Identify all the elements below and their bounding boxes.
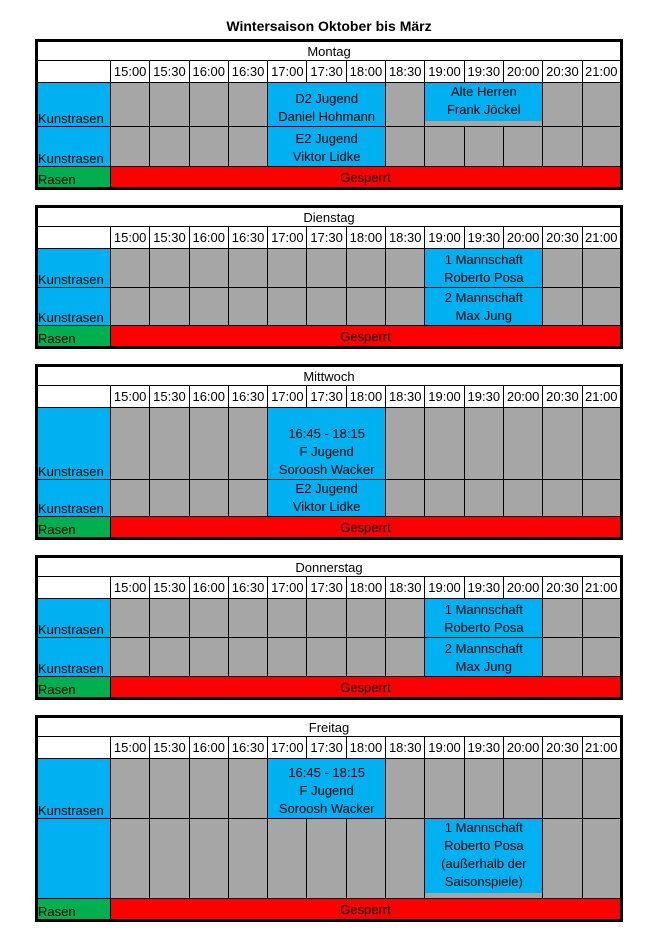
free-slot-cell [150,288,189,326]
free-slot-cell [346,638,385,677]
event-line: Soroosh Wacker [278,801,375,816]
free-slot-cell [425,480,464,517]
free-slot-cell [543,759,582,819]
time-header-cell: 17:30 [307,577,346,599]
free-slot-cell [386,759,425,819]
free-slot-cell [111,288,150,326]
free-slot-cell [582,599,621,638]
pitch-label-cell: Kunstrasen [37,288,111,326]
closed-cell: Gesperrt [111,326,622,348]
schedule-table-montag [35,39,623,190]
free-slot-cell [503,408,542,480]
free-slot-cell [189,759,228,819]
free-slot-cell [307,819,346,899]
time-header-cell: 19:00 [425,577,464,599]
time-header-cell: 20:30 [543,61,582,83]
time-header-cell: 15:00 [111,61,150,83]
free-slot-cell [189,638,228,677]
free-slot-cell [386,408,425,480]
event-line: E2 Jugend [295,481,358,496]
free-slot-cell [543,480,582,517]
free-slot-cell [228,599,267,638]
free-slot-cell [386,127,425,167]
time-header-cell: 19:30 [464,577,503,599]
free-slot-cell [425,759,464,819]
free-slot-cell [228,480,267,517]
pitch-row [37,83,622,127]
free-slot-cell [189,288,228,326]
time-header-cell: 17:00 [268,227,307,249]
free-slot-cell [111,127,150,167]
free-slot-cell [386,249,425,288]
event-line: Roberto Posa [444,838,524,853]
free-slot-cell [425,408,464,480]
event-line: Alte Herren [450,84,517,99]
event-line: 16:45 - 18:15 [288,426,365,441]
schedule-table-dienstag [35,205,623,349]
time-header-cell: 15:30 [150,737,189,759]
free-slot-cell [228,83,267,127]
free-slot-cell [543,127,582,167]
closed-row [37,167,622,189]
time-header-cell: 20:30 [543,227,582,249]
free-slot-cell [228,249,267,288]
time-header-cell: 20:30 [543,577,582,599]
time-header-cell: 20:00 [503,227,542,249]
pitch-row [37,288,622,326]
free-slot-cell [464,408,503,480]
day-header-row [37,207,622,227]
free-slot-cell [228,638,267,677]
closed-cell: Gesperrt [111,517,622,539]
closed-row [37,326,622,348]
free-slot-cell [150,83,189,127]
free-slot-cell [386,638,425,677]
day-header-row [37,41,622,61]
event-line: Max Jung [455,659,512,674]
time-header-cell: 20:00 [503,577,542,599]
day-header: Montag [37,41,622,61]
time-header-cell: 19:00 [425,61,464,83]
pitch-label-cell: Kunstrasen [37,480,111,517]
time-header-cell: 19:30 [464,61,503,83]
free-slot-cell [150,127,189,167]
event-line: F Jugend [299,444,354,459]
event-line: Roberto Posa [444,270,524,285]
event-cell [268,127,386,167]
time-header-cell: 17:30 [307,61,346,83]
event-line: Roberto Posa [444,620,524,635]
event-cell [425,288,543,326]
free-slot-cell [543,288,582,326]
free-slot-cell [189,83,228,127]
free-slot-cell [543,599,582,638]
time-header-cell: 17:00 [268,61,307,83]
day-header: Mittwoch [37,366,622,386]
time-header-row [37,61,622,83]
event-cell [268,83,386,127]
event-line: Viktor Lidke [292,499,361,514]
corner-cell [37,61,111,83]
event-line: 2 Mannschaft [444,290,523,305]
time-header-cell: 16:30 [228,577,267,599]
time-header-cell: 20:00 [503,737,542,759]
time-header-cell: 16:00 [189,577,228,599]
free-slot-cell [150,249,189,288]
free-slot-cell [386,819,425,899]
free-slot-cell [228,127,267,167]
event-cell [425,249,543,288]
free-slot-cell [189,408,228,480]
time-header-cell: 18:00 [346,61,385,83]
time-header-cell: 15:00 [111,577,150,599]
time-header-cell: 18:30 [386,577,425,599]
free-slot-cell [543,819,582,899]
event-line: Daniel Hohmann [278,109,376,124]
time-header-cell: 18:00 [346,227,385,249]
time-header-cell: 18:30 [386,737,425,759]
time-header-cell: 17:00 [268,737,307,759]
event-cell [425,599,543,638]
time-header-cell: 16:30 [228,227,267,249]
time-header-row [37,386,622,408]
closed-cell: Gesperrt [111,899,622,921]
event-line: Max Jung [455,308,512,323]
pitch-row [37,759,622,819]
free-slot-cell [543,83,582,127]
time-header-cell: 15:00 [111,737,150,759]
free-slot-cell [268,819,307,899]
free-slot-cell [543,408,582,480]
event-line: Soroosh Wacker [278,462,375,477]
free-slot-cell [386,480,425,517]
time-header-cell: 21:00 [582,227,621,249]
free-slot-cell [386,599,425,638]
time-header-cell: 15:30 [150,577,189,599]
free-slot-cell [582,127,621,167]
free-slot-cell [189,599,228,638]
event-cell [268,480,386,517]
time-header-cell: 19:30 [464,386,503,408]
time-header-cell: 17:30 [307,386,346,408]
time-header-cell: 19:00 [425,227,464,249]
free-slot-cell [464,480,503,517]
free-slot-cell [189,249,228,288]
event-cell [425,638,543,677]
time-header-cell: 19:00 [425,737,464,759]
free-slot-cell [111,408,150,480]
time-header-cell: 18:00 [346,737,385,759]
time-header-row [37,577,622,599]
time-header-cell: 19:00 [425,386,464,408]
time-header-cell: 21:00 [582,737,621,759]
time-header-cell: 17:00 [268,577,307,599]
event-line: Viktor Lidke [292,149,361,164]
free-slot-cell [425,127,464,167]
time-header-cell: 20:30 [543,737,582,759]
free-slot-cell [111,599,150,638]
time-header-cell: 16:00 [189,227,228,249]
schedule-table-freitag [35,715,623,922]
pitch-row [37,819,622,899]
pitch-label-cell: Kunstrasen [37,638,111,677]
closed-cell: Gesperrt [111,167,622,189]
free-slot-cell [503,480,542,517]
free-slot-cell [386,83,425,127]
free-slot-cell [543,249,582,288]
free-slot-cell [582,288,621,326]
free-slot-cell [268,599,307,638]
free-slot-cell [268,638,307,677]
pitch-row [37,249,622,288]
free-slot-cell [307,288,346,326]
event-line: Saisonspiele) [444,874,523,889]
pitch-label-cell: Kunstrasen [37,127,111,167]
event-cell [268,408,386,480]
free-slot-cell [346,249,385,288]
time-header-cell: 20:30 [543,386,582,408]
time-header-cell: 15:00 [111,227,150,249]
time-header-cell: 17:30 [307,227,346,249]
event-line: 1 Mannschaft [444,820,523,835]
time-header-cell: 20:00 [503,61,542,83]
time-header-cell: 21:00 [582,386,621,408]
time-header-cell: 18:00 [346,386,385,408]
free-slot-cell [150,599,189,638]
free-slot-cell [189,819,228,899]
closed-row [37,517,622,539]
free-slot-cell [346,819,385,899]
time-header-cell: 16:00 [189,737,228,759]
schedule-root [35,39,623,922]
time-header-cell: 15:00 [111,386,150,408]
free-slot-cell [582,480,621,517]
schedule-table-mittwoch [35,364,623,540]
free-slot-cell [582,759,621,819]
pitch-label-cell [37,819,111,899]
event-line: 1 Mannschaft [444,252,523,267]
free-slot-cell [503,127,542,167]
closed-row [37,899,622,921]
time-header-cell: 16:00 [189,386,228,408]
free-slot-cell [189,127,228,167]
free-slot-cell [346,288,385,326]
time-header-cell: 16:30 [228,61,267,83]
grass-label-cell: Rasen [37,167,111,189]
free-slot-cell [228,759,267,819]
day-header: Dienstag [37,207,622,227]
free-slot-cell [228,819,267,899]
time-header-cell: 16:00 [189,61,228,83]
time-header-cell: 18:30 [386,386,425,408]
event-line: F Jugend [299,783,354,798]
time-header-cell: 18:30 [386,227,425,249]
event-line: Frank Jöckel [446,102,521,117]
free-slot-cell [228,288,267,326]
free-slot-cell [346,599,385,638]
free-slot-cell [150,480,189,517]
pitch-row [37,127,622,167]
time-header-cell: 15:30 [150,227,189,249]
free-slot-cell [228,408,267,480]
time-header-cell: 19:30 [464,227,503,249]
free-slot-cell [189,480,228,517]
free-slot-cell [111,638,150,677]
pitch-label-cell: Kunstrasen [37,249,111,288]
corner-cell [37,386,111,408]
grass-label-cell: Rasen [37,517,111,539]
free-slot-cell [111,83,150,127]
free-slot-cell [582,83,621,127]
free-slot-cell [464,759,503,819]
free-slot-cell [543,638,582,677]
closed-row [37,677,622,699]
free-slot-cell [111,819,150,899]
event-cell [425,819,543,899]
day-header-row [37,717,622,737]
free-slot-cell [150,759,189,819]
time-header-cell: 17:00 [268,386,307,408]
time-header-cell: 16:30 [228,737,267,759]
time-header-cell: 18:30 [386,61,425,83]
day-header-row [37,366,622,386]
grass-label-cell: Rasen [37,326,111,348]
schedule-table-donnerstag [35,555,623,700]
time-header-cell: 19:30 [464,737,503,759]
free-slot-cell [464,127,503,167]
pitch-row [37,408,622,480]
event-cell [425,83,543,127]
free-slot-cell [268,249,307,288]
free-slot-cell [268,288,307,326]
free-slot-cell [307,638,346,677]
free-slot-cell [307,599,346,638]
corner-cell [37,227,111,249]
free-slot-cell [150,408,189,480]
event-line: 2 Mannschaft [444,641,523,656]
event-line: E2 Jugend [295,131,358,146]
free-slot-cell [582,819,621,899]
schedule-title: Wintersaison Oktober bis März [226,18,432,34]
day-header: Donnerstag [37,557,622,577]
free-slot-cell [503,759,542,819]
time-header-cell: 15:30 [150,386,189,408]
event-cell [268,759,386,819]
event-line: 1 Mannschaft [444,602,523,617]
time-header-cell: 15:30 [150,61,189,83]
free-slot-cell [150,638,189,677]
time-header-cell: 17:30 [307,737,346,759]
corner-cell [37,737,111,759]
time-header-cell: 18:00 [346,577,385,599]
day-header: Freitag [37,717,622,737]
day-header-row [37,557,622,577]
corner-cell [37,577,111,599]
free-slot-cell [111,480,150,517]
event-line: D2 Jugend [295,91,359,106]
closed-cell: Gesperrt [111,677,622,699]
time-header-cell: 21:00 [582,61,621,83]
time-header-row [37,737,622,759]
pitch-label-cell: Kunstrasen [37,599,111,638]
pitch-row [37,599,622,638]
pitch-label-cell: Kunstrasen [37,408,111,480]
free-slot-cell [582,249,621,288]
event-line: 16:45 - 18:15 [288,765,365,780]
grass-label-cell: Rasen [37,677,111,699]
pitch-label-cell: Kunstrasen [37,759,111,819]
pitch-row [37,480,622,517]
pitch-label-cell: Kunstrasen [37,83,111,127]
free-slot-cell [582,408,621,480]
event-line: (außerhalb der [441,856,527,871]
pitch-row [37,638,622,677]
time-header-cell: 21:00 [582,577,621,599]
free-slot-cell [582,638,621,677]
grass-label-cell: Rasen [37,899,111,921]
free-slot-cell [111,759,150,819]
free-slot-cell [111,249,150,288]
free-slot-cell [307,249,346,288]
free-slot-cell [150,819,189,899]
time-header-cell: 16:30 [228,386,267,408]
time-header-cell: 20:00 [503,386,542,408]
free-slot-cell [386,288,425,326]
time-header-row [37,227,622,249]
